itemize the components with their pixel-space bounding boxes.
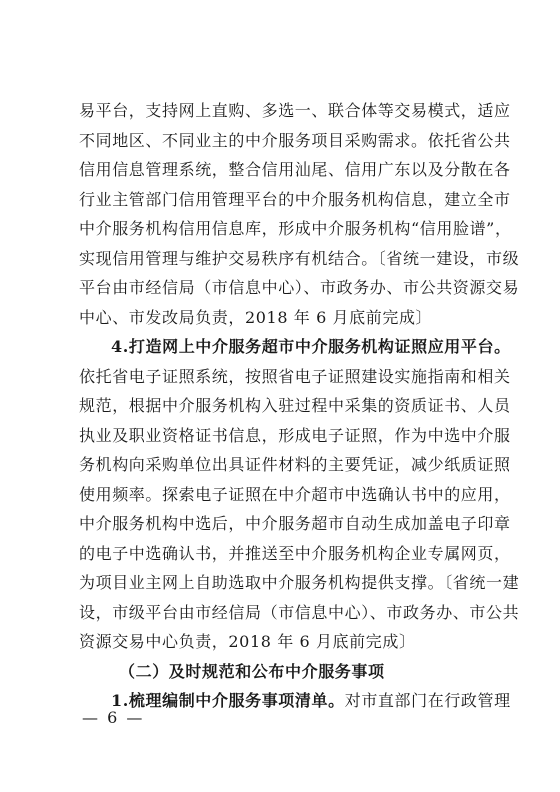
section-heading-2: （二）及时规范和公布中介服务事项: [119, 661, 385, 681]
text-line: 易平台，支持网上直购、多选一、联合体等交易模式，适应: [79, 101, 511, 120]
text-line: 行业主管部门信用管理平台的中介服务机构信息，建立全市: [79, 189, 511, 209]
text-line: 的电子中选确认书，并推送至中介服务机构企业专属网页，: [79, 543, 511, 563]
text-line: 设，市级平台由市经信局（市信息中心）、市政务办、市公共: [79, 602, 520, 622]
subsection-title: 1.梳理编制中介服务事项清单。: [111, 691, 345, 710]
text-line: 平台由市经信局（市信息中心）、市政务办、市公共资源交易: [79, 278, 520, 297]
text-line: 中介服务机构信用信息库，形成中介服务机构“信用脸谱”，: [79, 219, 512, 238]
text-line: 执业及职业资格证书信息，形成电子证照，作为中选中介服: [79, 425, 511, 445]
body-text: [79, 96, 520, 716]
text-line: 务机构向采购单位出具证件材料的主要凭证，减少纸质证照: [79, 455, 511, 474]
subsection-text: 对市直部门在行政管理: [344, 691, 511, 710]
text-line: 为项目业主网上自助选取中介服务机构提供支撑。〔省统一建: [79, 573, 520, 592]
page-number: — 6 —: [82, 708, 145, 727]
text-line: 中心、市发改局负责，2018 年 6 月底前完成〕: [79, 307, 433, 327]
text-line: 中介服务机构中选后，中介服务超市自动生成加盖电子印章: [79, 514, 511, 533]
text-line: 不同地区、不同业主的中介服务项目采购需求。依托省公共: [79, 130, 511, 150]
text-line: 实现信用管理与维护交易秩序有机结合。〔省统一建设，市级: [79, 248, 520, 268]
text-line: 资源交易中心负责，2018 年 6 月底前完成〕: [79, 632, 416, 651]
text-line: 使用频率。探索电子证照在中介超市中选确认书中的应用，: [79, 484, 511, 504]
section-heading-4: 4.打造网上中介服务超市中介服务机构证照应用平台。: [111, 337, 511, 356]
text-line: 信用信息管理系统，整合信用汕尾、信用广东以及分散在各: [79, 160, 511, 179]
text-line: 规范，根据中介服务机构入驻过程中采集的资质证书、人员: [79, 396, 511, 415]
text-line: 依托省电子证照系统，按照省电子证照建设实施指南和相关: [79, 366, 511, 386]
